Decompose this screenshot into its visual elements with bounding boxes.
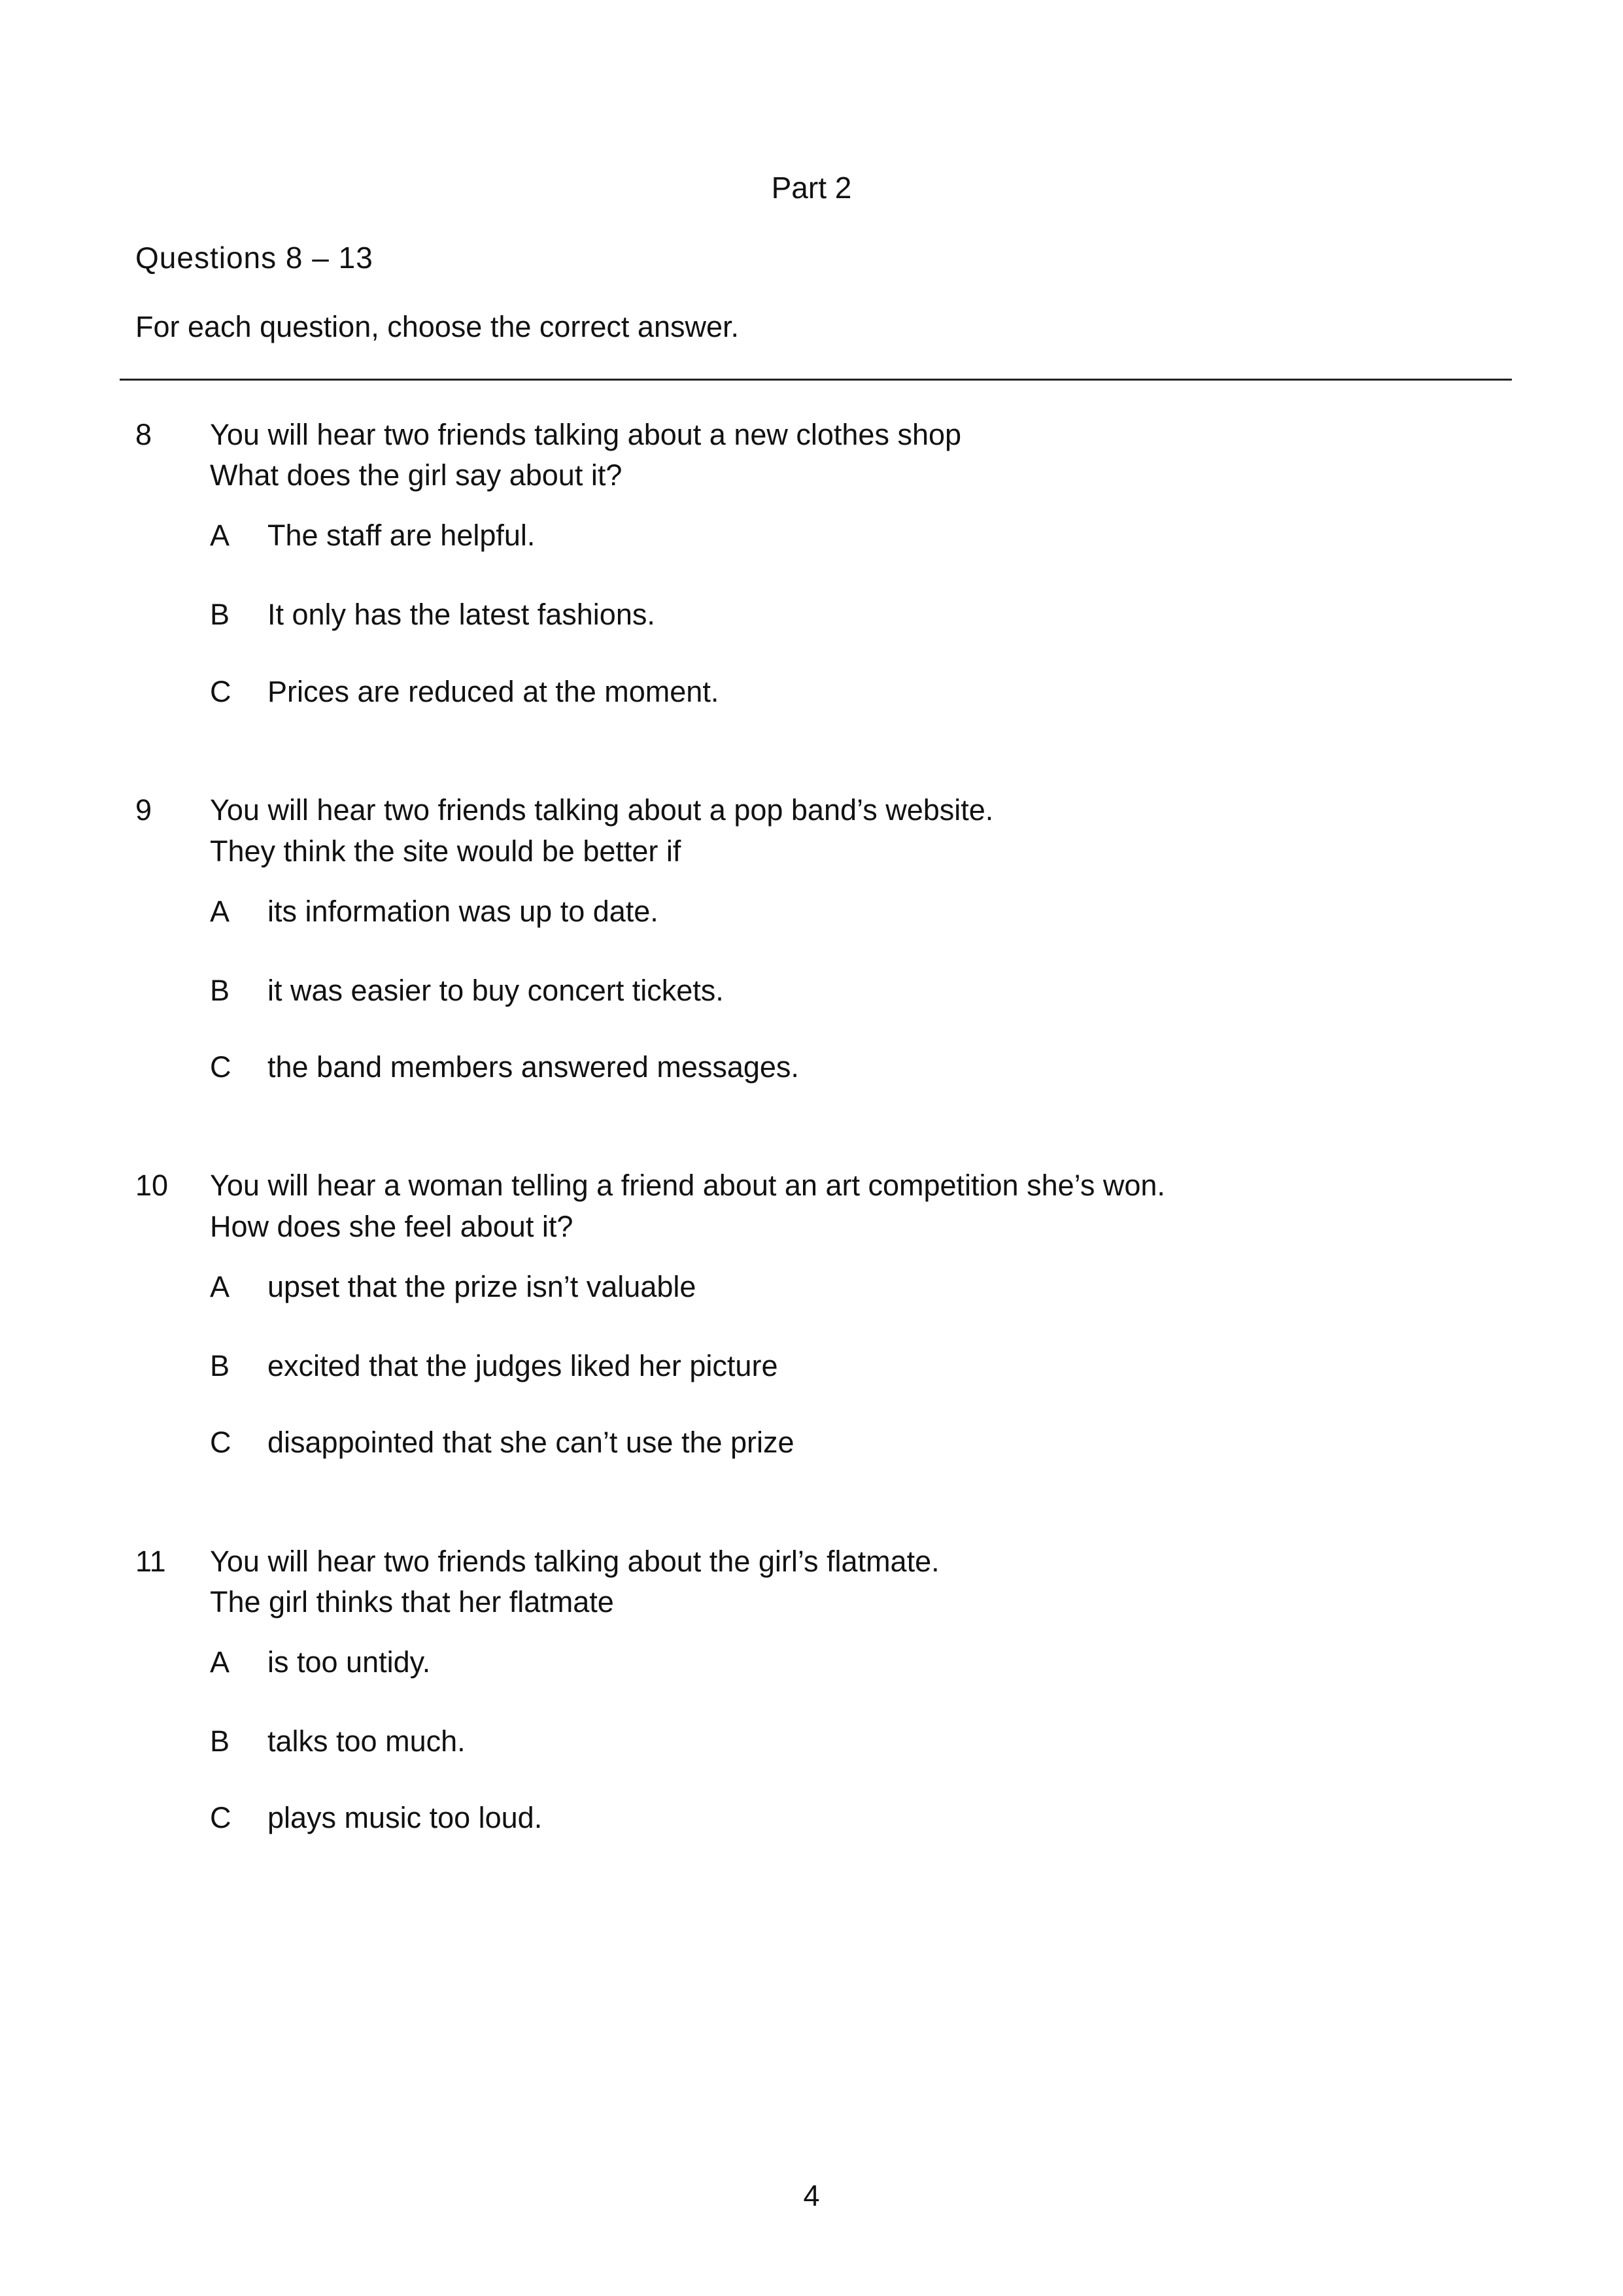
divider-line <box>120 379 1512 381</box>
option-text[interactable]: excited that the judges liked her picture <box>267 1349 778 1382</box>
option-letter[interactable]: C <box>210 675 231 708</box>
option-text[interactable]: It only has the latest fashions. <box>267 598 655 631</box>
option-letter[interactable]: A <box>210 1645 230 1679</box>
option-letter[interactable]: A <box>210 1270 230 1303</box>
option-letter[interactable]: C <box>210 1050 231 1084</box>
question-stem: The girl thinks that her flatmate <box>210 1585 614 1619</box>
question-number: 9 <box>135 793 152 827</box>
option-text[interactable]: its information was up to date. <box>267 895 658 928</box>
option-text[interactable]: plays music too loud. <box>267 1801 543 1834</box>
option-letter[interactable]: B <box>210 1349 230 1382</box>
question-prompt: You will hear two friends talking about a pop band’s website. <box>210 793 994 827</box>
option-text[interactable]: the band members answered messages. <box>267 1050 799 1084</box>
question-number: 8 <box>135 418 152 451</box>
instruction-text: For each question, choose the correct answer. <box>135 310 740 343</box>
option-letter[interactable]: B <box>210 1724 230 1758</box>
questions-range: Questions 8 – 13 <box>135 241 373 275</box>
question-prompt: You will hear a woman telling a friend about an art competition she’s won. <box>210 1169 1165 1202</box>
option-letter[interactable]: B <box>210 974 230 1007</box>
option-text[interactable]: talks too much. <box>267 1724 466 1758</box>
question-prompt: You will hear two friends talking about a new clothes shop <box>210 418 962 451</box>
option-letter[interactable]: C <box>210 1801 231 1834</box>
page-number: 4 <box>803 2179 820 2212</box>
question-stem: How does she feel about it? <box>210 1210 573 1243</box>
question-number: 10 <box>135 1169 169 1202</box>
option-text[interactable]: disappointed that she can’t use the prize <box>267 1426 794 1459</box>
option-letter[interactable]: C <box>210 1426 231 1459</box>
option-letter[interactable]: B <box>210 598 230 631</box>
option-text[interactable]: it was easier to buy concert tickets. <box>267 974 724 1007</box>
question-prompt: You will hear two friends talking about the girl’s flatmate. <box>210 1545 940 1578</box>
option-text[interactable]: Prices are reduced at the moment. <box>267 675 719 708</box>
option-text[interactable]: upset that the prize isn’t valuable <box>267 1270 696 1303</box>
question-stem: What does the girl say about it? <box>210 458 623 492</box>
option-letter[interactable]: A <box>210 519 230 552</box>
question-stem: They think the site would be better if <box>210 834 681 868</box>
question-number: 11 <box>135 1545 166 1578</box>
option-letter[interactable]: A <box>210 895 230 928</box>
option-text[interactable]: The staff are helpful. <box>267 519 536 552</box>
part-title: Part 2 <box>771 171 852 205</box>
option-text[interactable]: is too untidy. <box>267 1645 431 1679</box>
